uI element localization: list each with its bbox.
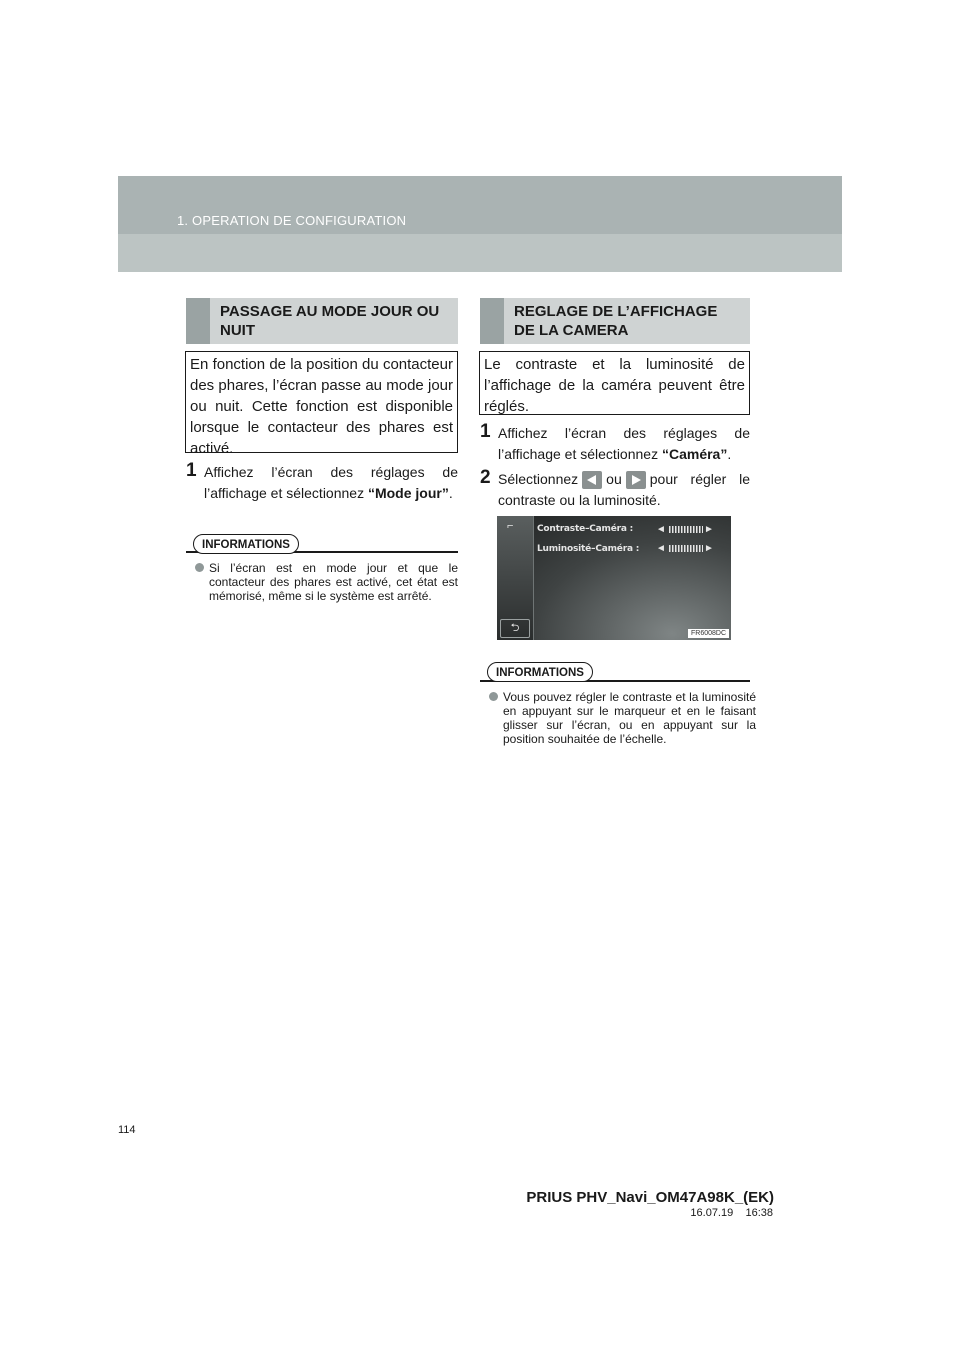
left-info-label: INFORMATIONS bbox=[193, 534, 299, 554]
step-number: 2 bbox=[480, 467, 491, 488]
brightness-label: Luminosité–Caméra : bbox=[537, 544, 640, 554]
step-text: Affichez l’écran des réglages de l’affichage et sélectionnez bbox=[498, 425, 750, 462]
bullet-icon bbox=[195, 563, 204, 572]
brightness-scale[interactable] bbox=[669, 545, 703, 552]
back-arrow-icon: ⮌ bbox=[510, 622, 520, 634]
section-title: 1. OPERATION DE CONFIGURATION bbox=[177, 213, 407, 228]
camera-option: “Caméra” bbox=[661, 446, 728, 462]
left-intro-text: En fonction de la position du contacteur des phares, l’écran passe au mode jour ou nuit. Cette fonction est disponible lorsque le contacteur des phares est activé. bbox=[190, 356, 453, 457]
document-id: PRIUS PHV_Navi_OM47A98K_(EK) bbox=[526, 1189, 774, 1206]
camera-display-icon: ⌐ bbox=[507, 520, 514, 532]
left-section-heading bbox=[186, 298, 458, 344]
right-section-heading bbox=[480, 298, 750, 344]
right-intro-text: Le contraste et la luminosité de l’affichage de la caméra peuvent être réglés. bbox=[484, 356, 745, 415]
print-timestamp bbox=[690, 1207, 773, 1219]
print-date: 16.07.19 bbox=[690, 1207, 734, 1219]
back-button[interactable] bbox=[500, 619, 530, 638]
right-intro-box bbox=[479, 351, 750, 415]
right-heading-text: REGLAGE DE L’AFFICHAGE DE LA CAMERA bbox=[514, 303, 718, 339]
left-info-body bbox=[195, 561, 458, 603]
step-end: . bbox=[448, 485, 453, 501]
right-info-text: Vous pouvez régler le contraste et la luminosité en appuyant sur le marqueur et en le faisant glisser sur l’écran, ou en appuyant sur la position souhaitée de l’échelle. bbox=[503, 690, 756, 746]
left-heading-text: PASSAGE AU MODE JOUR OU NUIT bbox=[220, 303, 440, 339]
contrast-scale[interactable] bbox=[669, 526, 703, 533]
contrast-label: Contraste–Caméra : bbox=[537, 524, 634, 534]
contrast-decrease-icon[interactable]: ◄ bbox=[656, 524, 666, 535]
step-number: 1 bbox=[186, 460, 197, 481]
brightness-increase-icon[interactable]: ► bbox=[704, 543, 714, 554]
camera-settings-screen bbox=[497, 516, 731, 640]
step-text: Sélectionnez bbox=[498, 471, 579, 487]
right-step-2 bbox=[480, 469, 750, 511]
bullet-icon bbox=[489, 692, 498, 701]
page-number: 114 bbox=[118, 1124, 136, 1136]
step-text-or: ou bbox=[606, 471, 622, 487]
step-end: . bbox=[727, 446, 732, 462]
print-time: 16:38 bbox=[745, 1207, 773, 1219]
step-text-end: pour régler le contraste ou la luminosité. bbox=[498, 471, 750, 508]
right-arrow-button-icon bbox=[626, 471, 646, 489]
left-intro-box bbox=[185, 351, 458, 457]
right-info-label: INFORMATIONS bbox=[487, 662, 593, 682]
step-number: 1 bbox=[480, 421, 491, 442]
right-info-body bbox=[489, 690, 756, 746]
step-text: Affichez l’écran des réglages de l’affichage et sélectionnez bbox=[204, 464, 458, 501]
mode-jour-option: “Mode jour” bbox=[367, 485, 449, 501]
left-arrow-button-icon bbox=[582, 471, 602, 489]
contrast-increase-icon[interactable]: ► bbox=[704, 524, 714, 535]
figure-code: FR6008DC bbox=[688, 629, 729, 638]
right-step-1 bbox=[480, 423, 750, 465]
brightness-decrease-icon[interactable]: ◄ bbox=[656, 543, 666, 554]
left-info-text: Si l’écran est en mode jour et que le contacteur des phares est activé, cet état est mémorisé, même si le système est arrêté. bbox=[209, 561, 458, 603]
left-step-1 bbox=[186, 462, 458, 504]
